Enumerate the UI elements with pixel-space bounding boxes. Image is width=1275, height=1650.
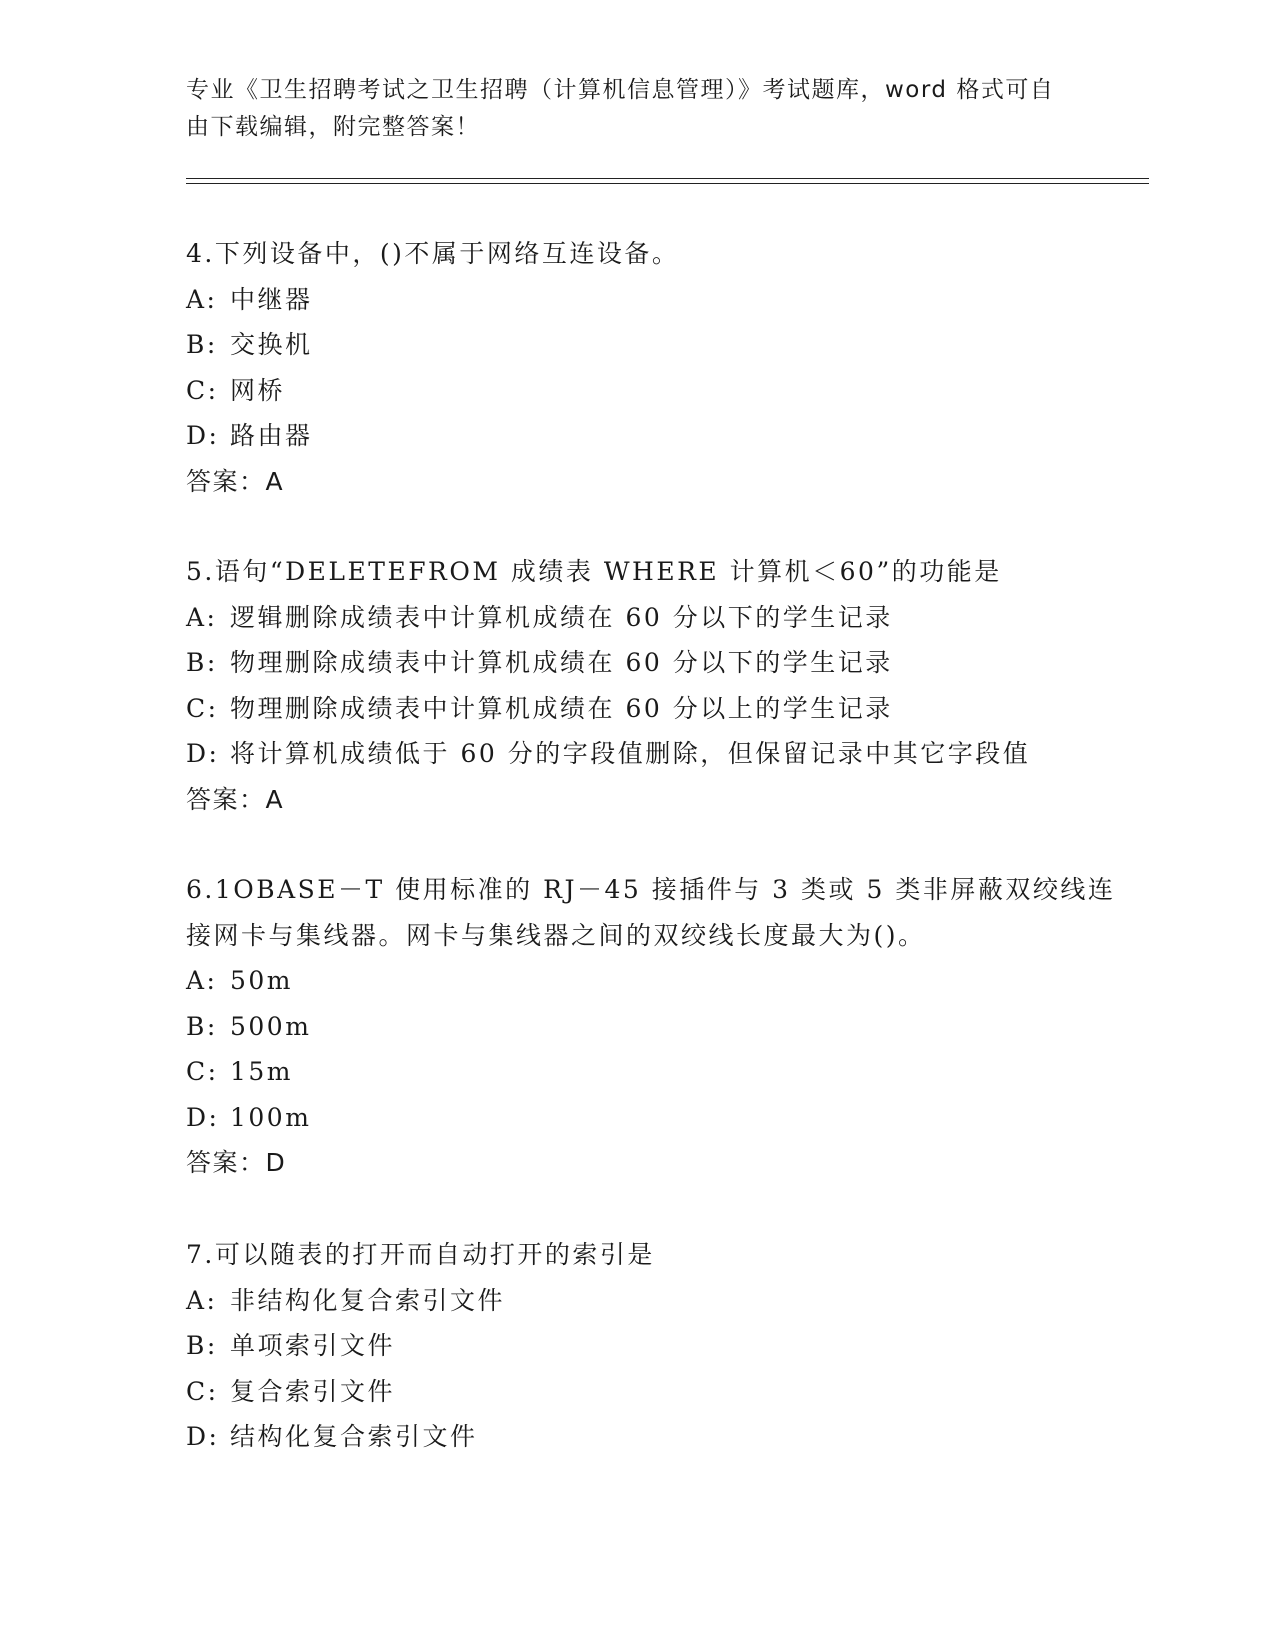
option-label: D: (186, 421, 220, 450)
option-text: 交换机 (230, 330, 313, 359)
option-text: 物理删除成绩表中计算机成绩在 60 分以下的学生记录 (230, 648, 893, 677)
option-b (186, 640, 1086, 686)
option-label: B: (186, 648, 218, 677)
option-d (186, 731, 1086, 777)
header-divider-top (186, 178, 1149, 179)
answer-line: 答案：A (186, 784, 285, 814)
question-stem: 7.可以随表的打开而自动打开的索引是 (186, 1240, 655, 1269)
option-b (186, 1323, 1086, 1369)
option-text: 物理删除成绩表中计算机成绩在 60 分以上的学生记录 (230, 693, 893, 723)
option-label: B: (186, 1011, 218, 1041)
option-text: 50m (230, 966, 294, 995)
option-d (186, 413, 1086, 459)
option-text: 将计算机成绩低于 60 分的字段值删除，但保留记录中其它字段值 (230, 739, 1031, 768)
answer-line: 答案：D (186, 1148, 287, 1177)
option-text: 单项索引文件 (230, 1331, 396, 1360)
option-label: A: (186, 602, 218, 632)
header-line-1: 专业《卫生招聘考试之卫生招聘（计算机信息管理）》考试题库，word 格式可自 (186, 77, 1055, 103)
option-a (186, 1278, 1086, 1324)
question-4 (186, 231, 1086, 504)
answer-line: 答案：A (186, 466, 285, 496)
option-d (186, 1095, 1086, 1141)
option-text: 逻辑删除成绩表中计算机成绩在 60 分以下的学生记录 (230, 602, 893, 632)
header-line-2: 由下载编辑，附完整答案！ (186, 114, 480, 140)
question-stem-continued: 接网卡与集线器。网卡与集线器之间的双绞线长度最大为()。 (186, 920, 926, 950)
option-label: A: (186, 284, 218, 314)
question-6 (186, 867, 1116, 1186)
option-c (186, 368, 1086, 414)
option-text: 网桥 (230, 375, 286, 405)
option-label: D: (186, 1102, 220, 1132)
option-text: 15m (230, 1057, 294, 1086)
question-5 (186, 549, 1086, 822)
option-b (186, 1004, 1086, 1050)
option-label: C: (186, 1057, 219, 1086)
option-label: B: (186, 1331, 218, 1360)
option-a (186, 958, 1086, 1004)
option-text: 非结构化复合索引文件 (230, 1285, 506, 1315)
option-label: A: (186, 1285, 218, 1315)
option-label: C: (186, 693, 219, 723)
question-stem: 5.语句“DELETEFROM 成绩表 WHERE 计算机＜60”的功能是 (186, 557, 1002, 586)
option-label: C: (186, 1376, 219, 1406)
option-label: A: (186, 966, 218, 995)
option-c (186, 686, 1086, 732)
option-a (186, 277, 1086, 323)
question-stem: 6.1OBASE－T 使用标准的 RJ－45 接插件与 3 类或 5 类非屏蔽双绞线连 (186, 875, 1116, 904)
option-c (186, 1049, 1086, 1095)
header-divider-bottom (186, 183, 1149, 184)
option-text: 100m (230, 1102, 312, 1132)
question-7 (186, 1232, 1086, 1460)
option-b (186, 322, 1086, 368)
option-text: 复合索引文件 (230, 1376, 396, 1406)
option-text: 路由器 (230, 421, 313, 450)
option-text: 结构化复合索引文件 (230, 1422, 478, 1451)
option-d (186, 1414, 1086, 1460)
option-label: D: (186, 739, 220, 768)
option-label: D: (186, 1422, 220, 1451)
question-stem: 4.下列设备中，()不属于网络互连设备。 (186, 239, 680, 268)
option-label: B: (186, 330, 218, 359)
option-text: 500m (230, 1011, 312, 1041)
document-header (186, 72, 1066, 146)
option-label: C: (186, 375, 219, 405)
option-a (186, 595, 1086, 641)
option-c (186, 1369, 1086, 1415)
option-text: 中继器 (230, 284, 313, 314)
